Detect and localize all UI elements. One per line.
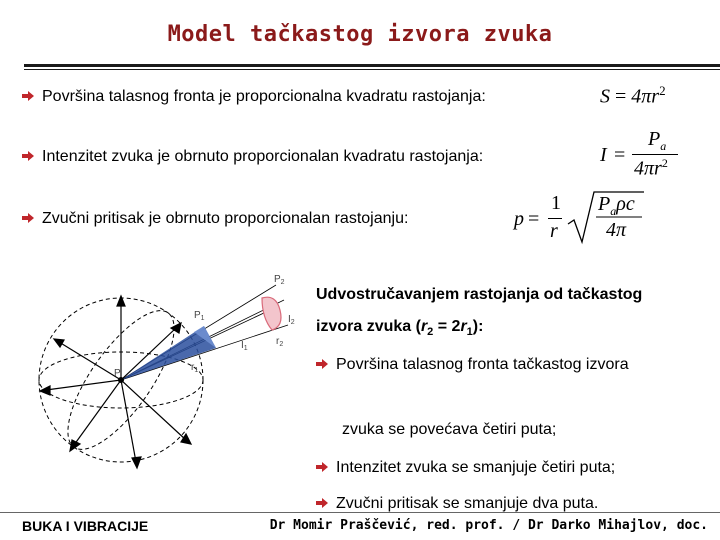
arrow-bullet-icon: [22, 151, 34, 161]
bullet-surface: [22, 88, 486, 106]
title-rule: [24, 64, 720, 67]
doubling-line2: izvora zvuka $(r_2 = 2r_1)$:: [316, 318, 484, 339]
bullet-text: Zvučni pritisak je obrnuto proporcionalan rastojanju:: [42, 210, 409, 227]
formula-surface: $S = 4\pi r^2$: [600, 83, 666, 108]
doubling-item-pressure: Zvučni pritisak se smanjuje dva puta.: [316, 495, 598, 513]
arrow-bullet-icon: [316, 498, 328, 508]
arrow-bullet-icon: [316, 462, 328, 472]
bullet-text: Površina talasnog fronta je proporcionalna kvadratu rastojanja:: [42, 88, 486, 105]
formula-pressure: p = 1 r $P_a\rho c$ 4π: [514, 190, 644, 246]
doubling-item-surface-cont: zvuka se povećava četiri puta;: [342, 421, 557, 438]
doubling-item-intensity: Intenzitet zvuka se smanjuje četiri puta;: [316, 459, 615, 477]
point-source-diagram: [26, 270, 306, 485]
bullet-intensity: [22, 148, 483, 166]
svg-text:P: P: [114, 368, 121, 379]
doubling-item-surface: Površina talasnog fronta tačkastog izvora: [316, 356, 629, 374]
doubling-line1: Udvostručavanjem rastojanja od tačkastog: [316, 286, 643, 303]
svg-text:P2: $P_2$: [274, 274, 285, 286]
title-rule-thin: [24, 69, 720, 70]
arrow-bullet-icon: [22, 213, 34, 223]
footer-authors: Dr Momir Praščević, red. prof. / Dr Darko Mihajlov, doc.: [269, 518, 708, 533]
svg-text:I1: $I_1$: [241, 340, 248, 352]
bullet-text: Intenzitet zvuka je obrnuto proporcionalan kvadratu rastojanja:: [42, 148, 484, 165]
bullet-pressure: [22, 210, 408, 228]
arrow-bullet-icon: [316, 359, 328, 369]
svg-text:r1: $r_1$: [191, 362, 199, 374]
svg-text:r2: $r_2$: [276, 336, 284, 348]
footer-course: BUKA I VIBRACIJE: [22, 518, 149, 534]
arrow-bullet-icon: [22, 91, 34, 101]
page-title: Model tačkastog izvora zvuka: [167, 22, 553, 47]
svg-text:I2: $I_2$: [288, 314, 295, 326]
svg-text:P1: $P_1$: [194, 310, 205, 322]
footer-rule: [0, 512, 720, 513]
